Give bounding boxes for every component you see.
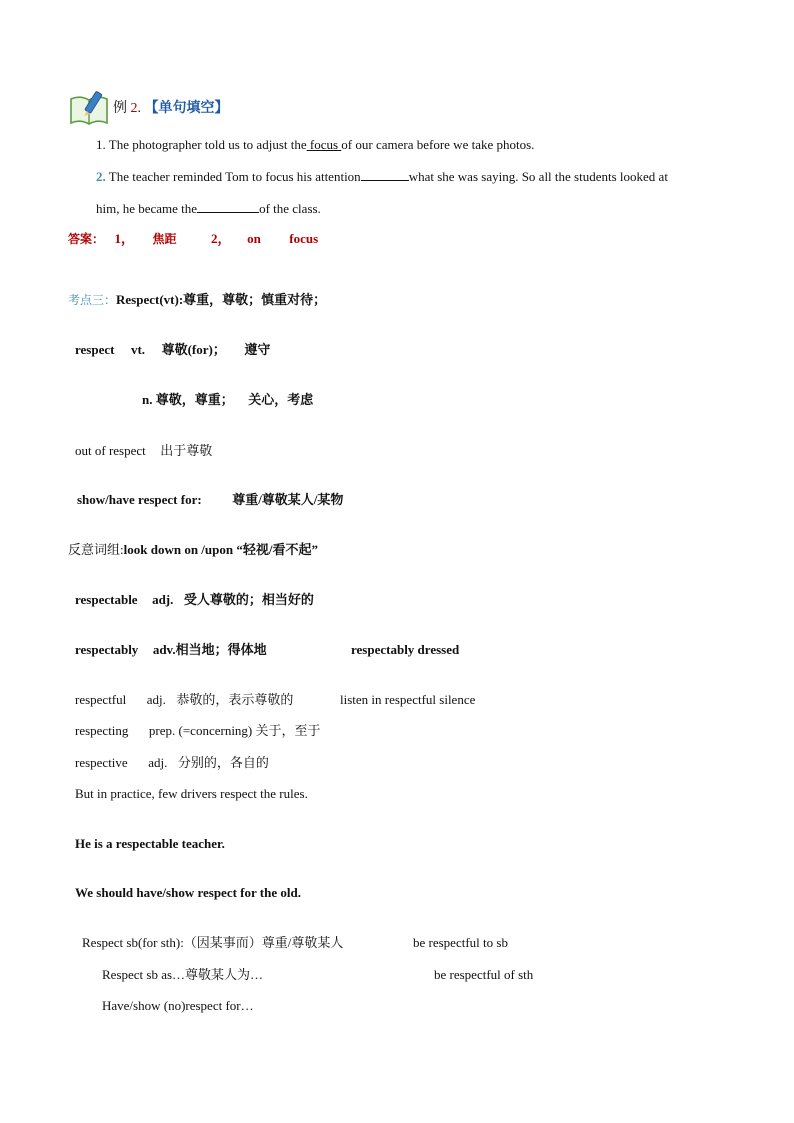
respect-n-line bbox=[142, 392, 313, 408]
q1-text-pre: The photographer told us to adjust the bbox=[108, 137, 307, 152]
example-tag: 【单句填空】 bbox=[144, 100, 229, 116]
example-sentence-2: He is a respectable teacher. bbox=[75, 836, 225, 851]
respective-word: respective bbox=[75, 755, 128, 770]
example-sentence-1: But in practice, few drivers respect the rules. bbox=[75, 786, 308, 801]
example-sentence-3: We should have/show respect for the old. bbox=[75, 885, 301, 900]
point-3-heading bbox=[68, 292, 326, 308]
example-dot: . bbox=[137, 101, 141, 116]
respectable-word: respectable bbox=[75, 592, 138, 607]
out-of-respect-cn: 出于尊敬 bbox=[160, 443, 213, 458]
q2-text-pre: The teacher reminded Tom to focus his attention bbox=[108, 169, 361, 184]
respectable-pos: adj. bbox=[152, 592, 174, 607]
q2-blank-1[interactable] bbox=[361, 168, 409, 181]
show-have-line bbox=[77, 492, 343, 508]
antonym-phrase: look down on /upon “轻视/看不起” bbox=[123, 542, 318, 557]
respect-vt-meaning-2: 遵守 bbox=[244, 342, 271, 357]
q2-line2-pre: him, he became the bbox=[96, 201, 198, 216]
q2-number: 2. bbox=[96, 169, 106, 184]
respect-vt-meaning: 尊敬(for)； bbox=[161, 342, 226, 357]
answer-label: 答案： bbox=[68, 232, 105, 246]
respecting-word: respecting bbox=[75, 723, 129, 738]
answer-1-number: 1， bbox=[114, 231, 135, 246]
question-2 bbox=[96, 168, 668, 185]
respectful-example: listen in respectful silence bbox=[340, 692, 476, 707]
respective-cn: 分别的，各自的 bbox=[177, 755, 269, 770]
show-have-phrase: show/have respect for: bbox=[77, 492, 202, 507]
question-2-line-2 bbox=[96, 200, 321, 217]
respectably-line bbox=[75, 642, 267, 658]
answer-1-value: 焦距 bbox=[152, 232, 177, 246]
respectably-cn: 相当地；得体地 bbox=[175, 642, 267, 657]
respect-vt-line bbox=[75, 342, 270, 358]
respective-line bbox=[75, 755, 269, 771]
q2-blank-2[interactable] bbox=[197, 200, 259, 213]
antonym-line bbox=[68, 542, 318, 558]
respectably-pos: adv. bbox=[152, 642, 176, 657]
respecting-pos: prep. (=concerning) bbox=[148, 723, 253, 738]
phrase-1: Respect sb(for sth):（因某事而）尊重/尊敬某人 bbox=[82, 935, 344, 950]
q1-text-post: of our camera before we take photos. bbox=[341, 137, 535, 152]
respectably-example: respectably dressed bbox=[351, 642, 460, 657]
q2-line2-post: of the class. bbox=[259, 201, 321, 216]
book-pencil-icon bbox=[68, 89, 110, 127]
respecting-cn: 关于，至于 bbox=[255, 723, 321, 738]
respect-pos: vt. bbox=[130, 342, 146, 357]
antonym-label: 反意词组: bbox=[68, 542, 124, 557]
phrase-2-b: be respectful of sth bbox=[434, 967, 534, 982]
respectably-word: respectably bbox=[75, 642, 139, 657]
example-heading bbox=[113, 100, 229, 117]
q1-number: 1. bbox=[96, 137, 106, 152]
phrase-2: Respect sb as…尊敬某人为… bbox=[102, 967, 264, 982]
out-of-respect-line bbox=[75, 443, 212, 459]
respect-word: respect bbox=[75, 342, 115, 357]
answer-line bbox=[68, 231, 318, 247]
answer-2-value-2: focus bbox=[289, 231, 319, 246]
respectable-cn: 受人尊敬的；相当好的 bbox=[183, 592, 314, 607]
respectful-cn: 恭敬的，表示尊敬的 bbox=[176, 692, 294, 707]
show-have-cn: 尊重/尊敬某人/某物 bbox=[232, 492, 344, 507]
respective-pos: adj. bbox=[148, 755, 168, 770]
answer-2-value-1: on bbox=[247, 231, 261, 246]
respectful-line bbox=[75, 692, 293, 708]
example-label: 例 bbox=[113, 100, 127, 116]
example-number: 2 bbox=[130, 101, 138, 116]
point-3-label: 考点三： bbox=[68, 293, 117, 307]
out-of-respect: out of respect bbox=[75, 443, 146, 458]
question-1 bbox=[96, 137, 534, 153]
q2-text-mid: what she was saying. So all the students looked at bbox=[408, 169, 668, 184]
respect-n-meaning: n. 尊敬，尊重； bbox=[142, 392, 234, 407]
answer-2-number: 2， bbox=[211, 231, 231, 246]
respectable-line bbox=[75, 592, 314, 608]
phrase-1-b: be respectful to sb bbox=[413, 935, 508, 950]
phrase-3: Have/show (no)respect for… bbox=[102, 998, 254, 1013]
respectful-word: respectful bbox=[75, 692, 127, 707]
respect-n-meaning-2: 关心，考虑 bbox=[248, 392, 314, 407]
point-3-title: Respect(vt):尊重，尊敬；慎重对待； bbox=[116, 292, 327, 307]
q1-fill: focus bbox=[306, 137, 342, 152]
respecting-line bbox=[75, 723, 321, 739]
respectful-pos: adj. bbox=[146, 692, 166, 707]
